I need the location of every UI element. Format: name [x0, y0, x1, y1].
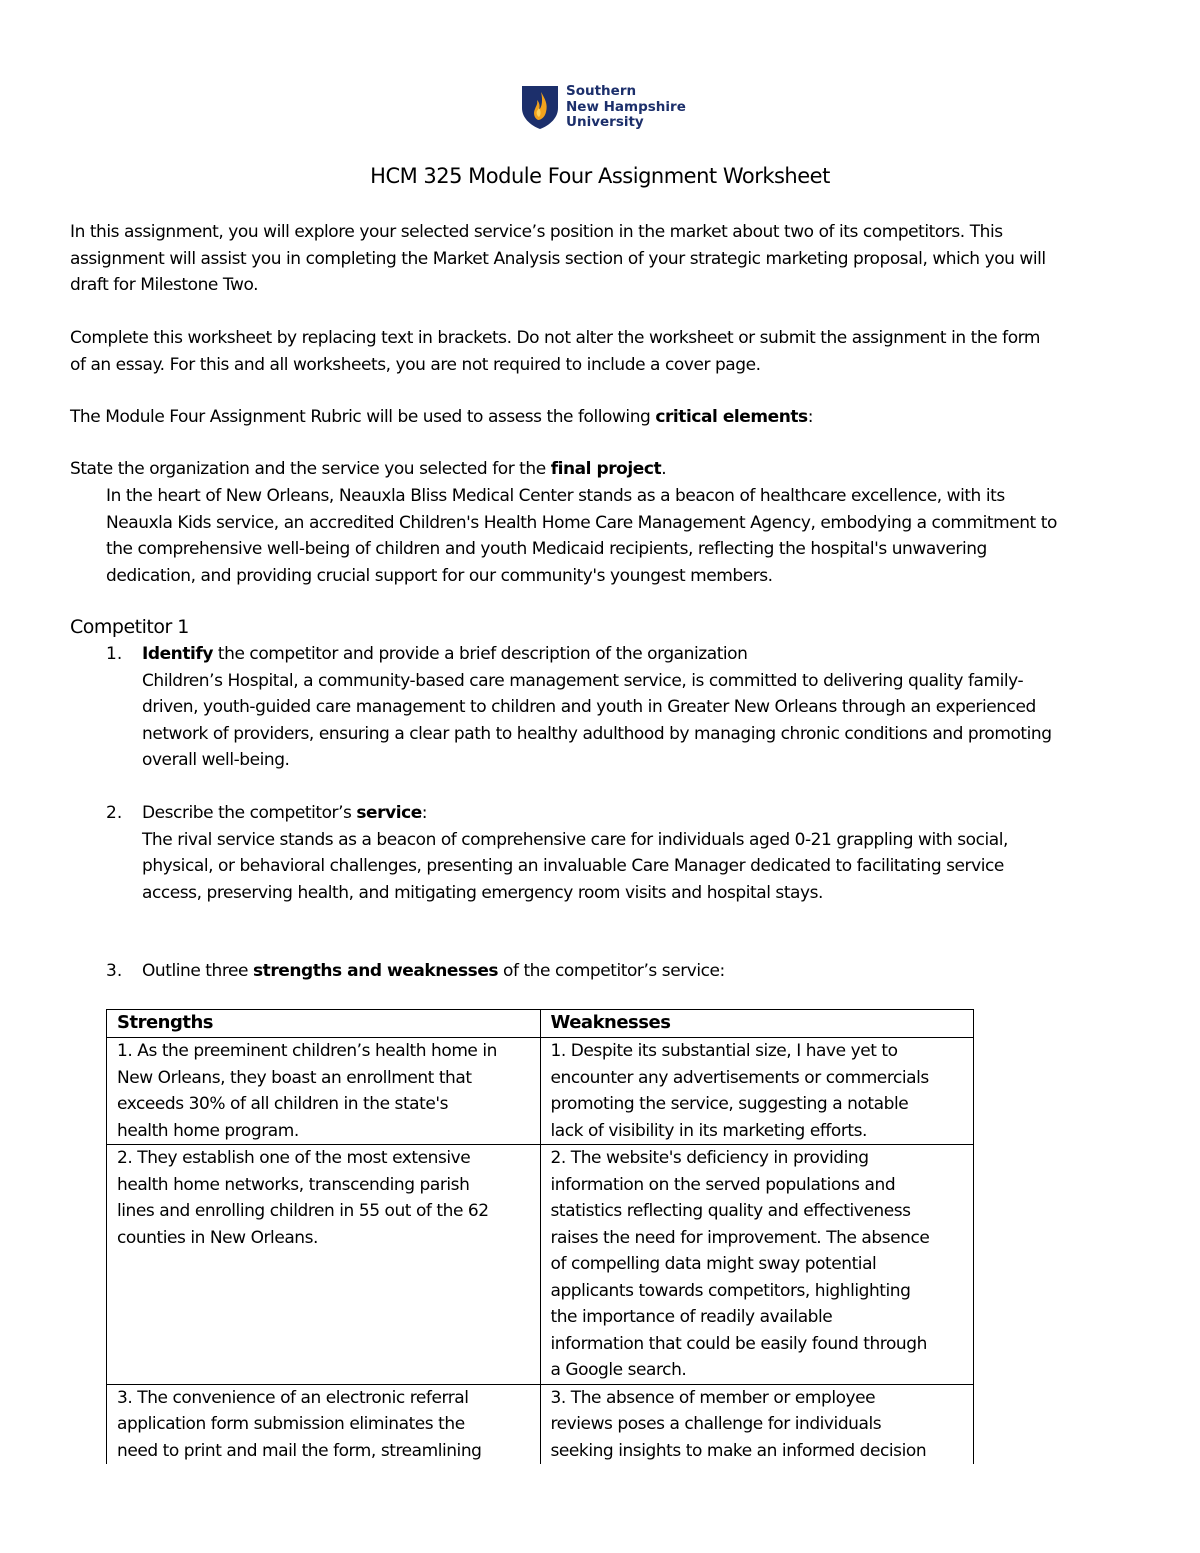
cell-line: 2. The website's deficiency in providing	[550, 1148, 869, 1168]
answer-line: dedication, and providing crucial support for our community's youngest members.	[106, 565, 773, 586]
item-2-bold: service	[356, 803, 422, 823]
item-3	[142, 958, 725, 985]
intro-line: In this assignment, you will explore your selected service’s position in the market about two of its competitors. This	[70, 222, 1003, 242]
logo-line-3: University	[566, 114, 644, 130]
logo-line-1: Southern	[566, 83, 637, 99]
weakness-cell	[540, 1145, 974, 1385]
intro-line: assignment will assist you in completing the Market Analysis section of your strategic marketing proposal, which you will	[70, 248, 1046, 269]
page-bottom-margin	[0, 1464, 1200, 1553]
weakness-cell	[540, 1038, 974, 1145]
cell-line: applicants towards competitors, highlighting	[550, 1280, 911, 1301]
answer-line: Children’s Hospital, a community-based care management service, is committed to delivering quality family-	[142, 670, 1024, 691]
logo-wordmark	[566, 84, 686, 131]
cell-line: promoting the service, suggesting a notable	[550, 1094, 909, 1114]
item-2-suffix: :	[421, 803, 428, 823]
cell-line: encounter any advertisements or commercials	[550, 1067, 929, 1088]
instructions-paragraph	[70, 325, 1040, 378]
state-org-bold: final project	[550, 459, 662, 479]
answer-line: In the heart of New Orleans, Neauxla Bliss Medical Center stands as a beacon of healthcare excellence, with its	[106, 486, 1005, 506]
state-org-text: State the organization and the service you selected for the	[70, 459, 551, 479]
cell-line: health home networks, transcending parish	[117, 1174, 470, 1195]
cell-line: information that could be easily found through	[550, 1333, 927, 1354]
cell-line: need to print and mail the form, streamlining	[117, 1440, 482, 1461]
item-3-number: 3.	[106, 961, 123, 981]
header-weaknesses: Weaknesses	[540, 1010, 974, 1038]
logo-line-2: New Hampshire	[566, 98, 686, 115]
cell-line: application form submission eliminates the	[117, 1414, 465, 1434]
rubric-paragraph	[70, 404, 813, 431]
cell-line: seeking insights to make an informed decision	[550, 1440, 927, 1461]
weakness-cell	[540, 1384, 974, 1465]
cell-line: information on the served populations and	[550, 1174, 896, 1195]
answer-line: physical, or behavioral challenges, presenting an invaluable Care Manager dedicated to facilitating service	[142, 856, 1004, 876]
strength-cell	[107, 1038, 541, 1145]
cell-line: New Orleans, they boast an enrollment that	[117, 1067, 472, 1088]
cell-line: 3. The absence of member or employee	[550, 1387, 876, 1408]
cell-line: statistics reflecting quality and effectiveness	[550, 1201, 911, 1221]
cell-line: 1. As the preeminent children’s health home in	[117, 1041, 497, 1061]
rubric-bold: critical elements	[655, 407, 808, 427]
answer-line: Neauxla Kids service, an accredited Children's Health Home Care Management Agency, embodying a commitment to	[106, 512, 1057, 533]
cell-line: counties in New Orleans.	[117, 1227, 318, 1248]
cell-line: lack of visibility in its marketing efforts.	[550, 1120, 867, 1141]
instructions-line: of an essay. For this and all worksheets, you are not required to include a cover page.	[70, 354, 761, 375]
intro-paragraph	[70, 219, 1046, 299]
item-3-suffix: of the competitor’s service:	[498, 961, 725, 981]
answer-line: overall well-being.	[142, 750, 290, 770]
cell-line: the importance of readily available	[550, 1307, 833, 1327]
answer-line: driven, youth-guided care management to children and youth in Greater New Orleans through an experienced	[142, 697, 1036, 717]
competitor-heading: Competitor 1	[70, 616, 189, 638]
rubric-suffix: :	[807, 407, 813, 427]
cell-line: a Google search.	[550, 1360, 687, 1380]
item-2-text: Describe the competitor’s	[142, 803, 357, 823]
cell-line: raises the need for improvement. The absence	[550, 1227, 930, 1248]
cell-line: lines and enrolling children in 55 out of the 62	[117, 1201, 489, 1221]
cell-line: 2. They establish one of the most extensive	[117, 1148, 471, 1168]
item-2-number: 2.	[106, 803, 123, 823]
shield-flame-icon	[520, 84, 560, 130]
strength-cell	[107, 1145, 541, 1385]
state-org-prompt	[70, 456, 666, 483]
document-title: HCM 325 Module Four Assignment Worksheet	[370, 164, 830, 188]
snhu-logo	[520, 84, 690, 132]
cell-line: of compelling data might sway potential	[550, 1254, 877, 1274]
header-strengths: Strengths	[107, 1010, 541, 1038]
instructions-line: Complete this worksheet by replacing text in brackets. Do not alter the worksheet or submit the assignment in the form	[70, 328, 1040, 348]
answer-line: The rival service stands as a beacon of comprehensive care for individuals aged 0-21 grappling with social,	[142, 829, 1008, 850]
strength-cell	[107, 1384, 541, 1465]
table-row	[107, 1384, 974, 1465]
item-1-bold: Identify	[142, 644, 213, 664]
item-1-text: the competitor and provide a brief description of the organization	[212, 644, 748, 664]
answer-line: the comprehensive well-being of children and youth Medicaid recipients, reflecting the hospital's unwavering	[106, 539, 987, 559]
cell-line: health home program.	[117, 1120, 299, 1141]
table-row	[107, 1038, 974, 1145]
strengths-weaknesses-table	[106, 1009, 974, 1465]
cell-line: exceeds 30% of all children in the state's	[117, 1094, 448, 1114]
state-org-answer	[106, 483, 1057, 589]
item-1	[142, 641, 1052, 774]
rubric-text: The Module Four Assignment Rubric will be used to assess the following	[70, 407, 656, 427]
cell-line: 1. Despite its substantial size, I have yet to	[550, 1041, 898, 1061]
cell-line: 3. The convenience of an electronic referral	[117, 1387, 469, 1408]
answer-line: access, preserving health, and mitigating emergency room visits and hospital stays.	[142, 882, 823, 903]
cell-line: reviews poses a challenge for individuals	[550, 1414, 882, 1434]
intro-line: draft for Milestone Two.	[70, 275, 259, 295]
item-2	[142, 800, 1008, 906]
item-1-number: 1.	[106, 644, 123, 664]
item-3-text: Outline three	[142, 961, 253, 981]
item-3-bold: strengths and weaknesses	[252, 961, 499, 981]
table-row	[107, 1145, 974, 1385]
answer-line: network of providers, ensuring a clear path to healthy adulthood by managing chronic conditions and promoting	[142, 723, 1052, 744]
state-org-suffix: .	[661, 459, 667, 479]
table-header-row	[107, 1010, 974, 1038]
